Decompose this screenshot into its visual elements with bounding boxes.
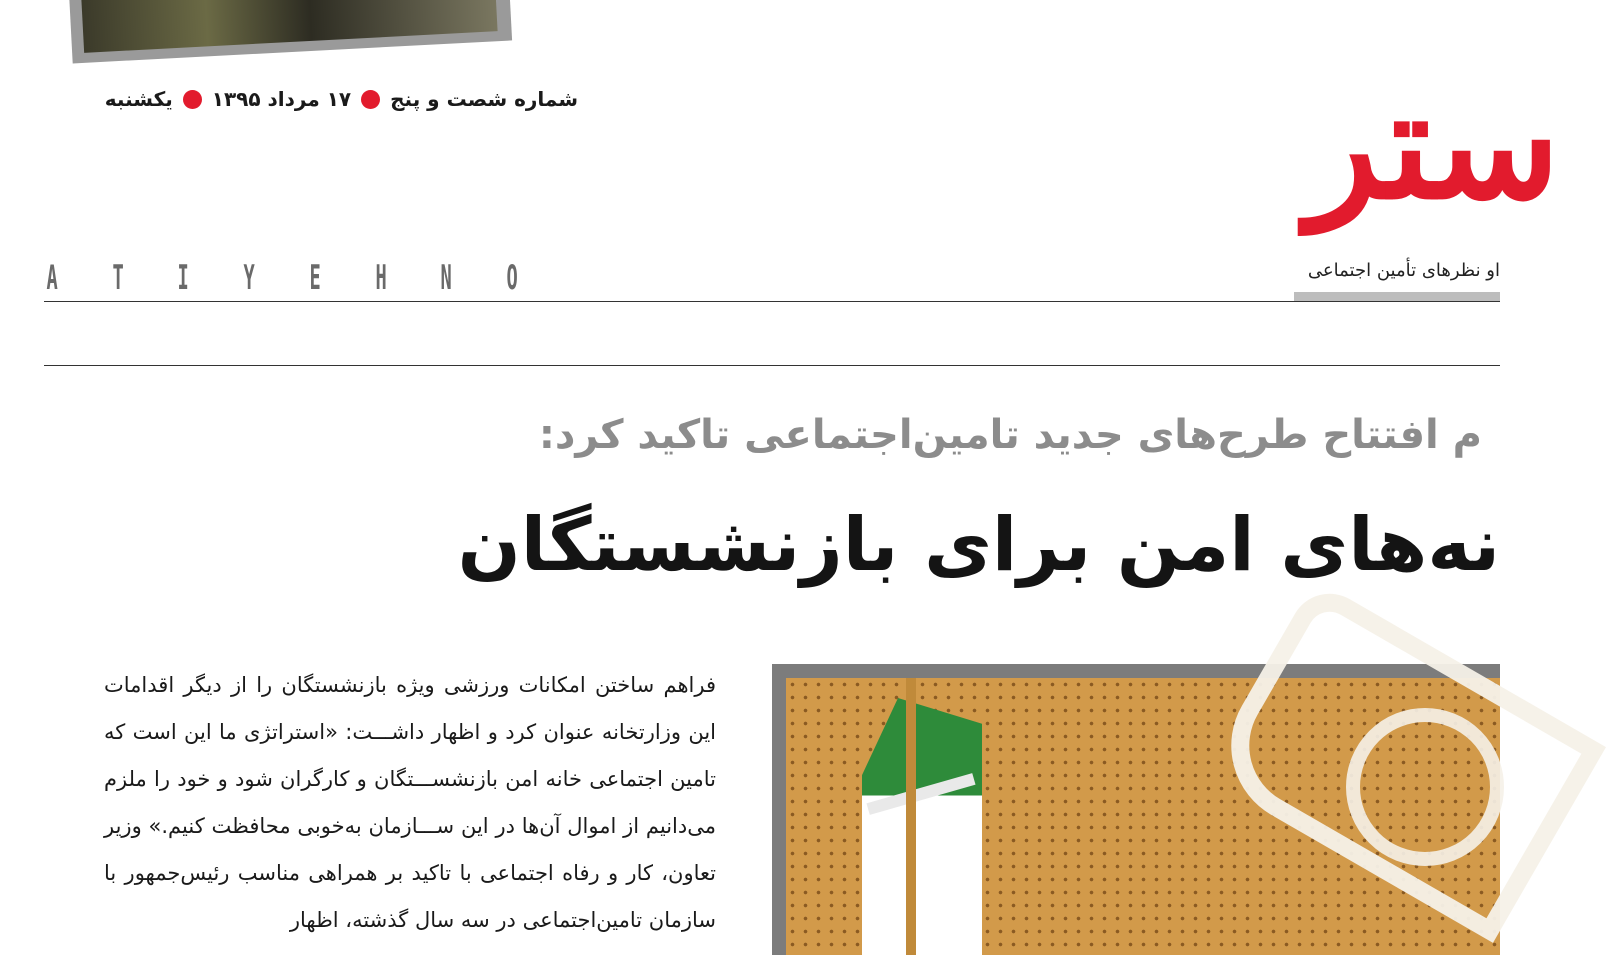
- masthead-tagline: او نظرهای تأمین اجتماعی: [1307, 260, 1500, 281]
- article-paragraph: فراهم ساختن امکانات ورزشی ویژه بازنشستگان را از دیگر اقدامات این وزارتخانه عنوان کرد و اظهار داشـــت: «استراتژی ما این است که تامین اجتماعی خانه امن بازنشســـتگان و کارگران شود و خود را ملزم می‌دانیم از اموال آن‌ها در این ســـازمان به‌خوبی محافظت کنیم.» وزیر تعاون، کار و رفاه اجتماعی با تاکید بر همراهی مناسب رئیس‌جمهور با سازمان تامین‌اجتماعی در سه سال گذشته، اظهار: [104, 673, 716, 932]
- dateline: [105, 84, 578, 114]
- spaced-letter: H: [375, 258, 387, 298]
- spaced-letter: Y: [243, 258, 255, 298]
- spaced-letter: E: [309, 258, 321, 298]
- red-dot-icon: [183, 90, 202, 109]
- spaced-letter: A: [46, 258, 58, 298]
- spaced-letter: N: [440, 258, 452, 298]
- dateline-issue: شماره شصت و پنج: [390, 87, 578, 111]
- top-photo-image: [80, 0, 497, 53]
- spaced-letter-strip: [42, 258, 522, 298]
- spaced-letter: O: [506, 258, 518, 298]
- article-photo: [786, 678, 1500, 955]
- dateline-day: یکشنبه: [104, 87, 173, 111]
- masthead-logo: ستر: [1306, 57, 1560, 233]
- divider-line: [44, 301, 1500, 302]
- article-body: [104, 662, 716, 944]
- article-kicker: م افتتاح طرح‌های جدید تامین‌اجتماعی تاکید کرد:: [538, 412, 1482, 458]
- dateline-date: ۱۷ مرداد ۱۳۹۵: [211, 87, 352, 111]
- iran-flag-icon: [862, 698, 982, 955]
- article-headline: نه‌های امن برای بازنشستگان: [457, 502, 1500, 588]
- top-photo-fragment: [68, 0, 512, 63]
- red-dot-icon: [361, 90, 380, 109]
- spaced-letter: I: [177, 258, 190, 298]
- spaced-letter: T: [112, 258, 124, 298]
- divider-line: [44, 365, 1500, 366]
- emblem-ring-icon: [1346, 708, 1504, 866]
- flagpole: [906, 678, 916, 955]
